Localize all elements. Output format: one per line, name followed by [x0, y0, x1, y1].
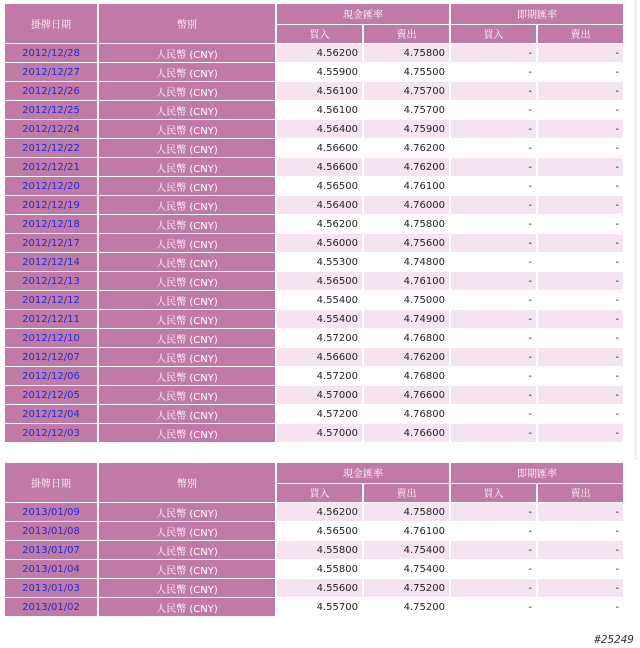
cash-buy-cell: 4.56200 [277, 215, 362, 233]
cash-sell-cell: 4.76200 [364, 139, 449, 157]
header-date: 掛牌日期 [5, 463, 97, 502]
table-row [5, 348, 623, 366]
currency-cell: 人民幣 (CNY) [99, 560, 275, 578]
table-row [5, 329, 623, 347]
currency-cell: 人民幣 (CNY) [99, 101, 275, 119]
date-link[interactable]: 2012/12/06 [22, 370, 80, 382]
table-row [5, 253, 623, 271]
table-row [5, 579, 623, 597]
spot-sell-cell: - [538, 63, 623, 81]
header-spot-sell: 賣出 [538, 25, 623, 44]
date-link[interactable]: 2013/01/07 [22, 544, 80, 556]
cash-buy-cell: 4.55800 [277, 560, 362, 578]
spot-buy-cell: - [451, 101, 536, 119]
spot-sell-cell: - [538, 405, 623, 423]
cash-buy-cell: 4.56200 [277, 503, 362, 521]
currency-cell: 人民幣 (CNY) [99, 196, 275, 214]
date-cell [5, 215, 97, 233]
cash-buy-cell: 4.56600 [277, 158, 362, 176]
date-link[interactable]: 2012/12/22 [22, 142, 80, 154]
header-cash-rate: 現金匯率 [277, 4, 449, 24]
currency-cell: 人民幣 (CNY) [99, 503, 275, 521]
cash-sell-cell: 4.75400 [364, 541, 449, 559]
date-cell [5, 158, 97, 176]
cash-sell-cell: 4.75600 [364, 234, 449, 252]
table-row [5, 405, 623, 423]
header-cash-sell: 賣出 [364, 484, 449, 503]
date-cell [5, 253, 97, 271]
spot-sell-cell: - [538, 367, 623, 385]
date-link[interactable]: 2012/12/27 [22, 66, 80, 78]
cash-sell-cell: 4.75200 [364, 579, 449, 597]
spot-buy-cell: - [451, 253, 536, 271]
page-edge [634, 0, 637, 460]
cash-sell-cell: 4.76800 [364, 329, 449, 347]
header-spot-buy: 買入 [451, 25, 536, 44]
currency-cell: 人民幣 (CNY) [99, 44, 275, 62]
spot-sell-cell: - [538, 598, 623, 616]
table-body [5, 503, 623, 616]
date-cell [5, 329, 97, 347]
currency-cell: 人民幣 (CNY) [99, 310, 275, 328]
date-link[interactable]: 2012/12/10 [22, 332, 80, 344]
date-link[interactable]: 2012/12/24 [22, 123, 80, 135]
cash-sell-cell: 4.76000 [364, 196, 449, 214]
table-row [5, 101, 623, 119]
date-link[interactable]: 2013/01/04 [22, 563, 80, 575]
spot-buy-cell: - [451, 310, 536, 328]
header-cash-sell: 賣出 [364, 25, 449, 44]
date-cell [5, 291, 97, 309]
cash-buy-cell: 4.57200 [277, 405, 362, 423]
spot-sell-cell: - [538, 560, 623, 578]
date-cell [5, 579, 97, 597]
date-cell [5, 522, 97, 540]
spot-buy-cell: - [451, 177, 536, 195]
spot-buy-cell: - [451, 44, 536, 62]
cash-buy-cell: 4.56100 [277, 82, 362, 100]
spot-sell-cell: - [538, 139, 623, 157]
spot-sell-cell: - [538, 272, 623, 290]
header-spot-rate: 即期匯率 [451, 4, 623, 24]
table-row [5, 272, 623, 290]
currency-cell: 人民幣 (CNY) [99, 291, 275, 309]
table-row [5, 177, 623, 195]
spot-sell-cell: - [538, 291, 623, 309]
spot-sell-cell: - [538, 196, 623, 214]
date-link[interactable]: 2012/12/07 [22, 351, 80, 363]
spot-sell-cell: - [538, 348, 623, 366]
spot-buy-cell: - [451, 503, 536, 521]
spot-sell-cell: - [538, 503, 623, 521]
currency-cell: 人民幣 (CNY) [99, 579, 275, 597]
header-currency: 幣別 [99, 463, 275, 502]
date-cell [5, 386, 97, 404]
currency-cell: 人民幣 (CNY) [99, 234, 275, 252]
cash-sell-cell: 4.76100 [364, 522, 449, 540]
date-cell [5, 82, 97, 100]
date-cell [5, 234, 97, 252]
date-link[interactable]: 2013/01/09 [22, 506, 80, 518]
cash-buy-cell: 4.55400 [277, 291, 362, 309]
spot-buy-cell: - [451, 579, 536, 597]
cash-buy-cell: 4.56200 [277, 44, 362, 62]
date-cell [5, 367, 97, 385]
spot-buy-cell: - [451, 82, 536, 100]
currency-cell: 人民幣 (CNY) [99, 215, 275, 233]
table-row [5, 139, 623, 157]
exchange-rate-table-2012-12 [3, 3, 625, 443]
spot-buy-cell: - [451, 598, 536, 616]
cash-sell-cell: 4.76100 [364, 272, 449, 290]
cash-buy-cell: 4.56600 [277, 139, 362, 157]
spot-buy-cell: - [451, 215, 536, 233]
spot-sell-cell: - [538, 329, 623, 347]
table-row [5, 598, 623, 616]
spot-sell-cell: - [538, 522, 623, 540]
cash-buy-cell: 4.56600 [277, 348, 362, 366]
date-link[interactable]: 2013/01/08 [22, 525, 80, 537]
cash-sell-cell: 4.76100 [364, 177, 449, 195]
date-cell [5, 272, 97, 290]
date-link[interactable]: 2012/12/19 [22, 199, 80, 211]
table-row [5, 560, 623, 578]
date-cell [5, 541, 97, 559]
currency-cell: 人民幣 (CNY) [99, 177, 275, 195]
cash-sell-cell: 4.76800 [364, 405, 449, 423]
date-cell [5, 310, 97, 328]
table-row [5, 386, 623, 404]
date-link[interactable]: 2012/12/14 [22, 256, 80, 268]
cash-buy-cell: 4.57200 [277, 367, 362, 385]
cash-sell-cell: 4.75200 [364, 598, 449, 616]
header-cash-rate: 現金匯率 [277, 463, 449, 483]
spot-buy-cell: - [451, 139, 536, 157]
date-cell [5, 560, 97, 578]
currency-cell: 人民幣 (CNY) [99, 82, 275, 100]
spot-buy-cell: - [451, 158, 536, 176]
header-cash-buy: 買入 [277, 484, 362, 503]
currency-cell: 人民幣 (CNY) [99, 253, 275, 271]
cash-sell-cell: 4.76600 [364, 424, 449, 442]
cash-sell-cell: 4.74900 [364, 310, 449, 328]
table-row [5, 63, 623, 81]
date-cell [5, 44, 97, 62]
currency-cell: 人民幣 (CNY) [99, 405, 275, 423]
cash-buy-cell: 4.56000 [277, 234, 362, 252]
cash-buy-cell: 4.56400 [277, 120, 362, 138]
header-spot-buy: 買入 [451, 484, 536, 503]
spot-buy-cell: - [451, 386, 536, 404]
cash-sell-cell: 4.75800 [364, 215, 449, 233]
currency-cell: 人民幣 (CNY) [99, 424, 275, 442]
cash-sell-cell: 4.76200 [364, 158, 449, 176]
spot-sell-cell: - [538, 253, 623, 271]
date-link[interactable]: 2012/12/25 [22, 104, 80, 116]
currency-cell: 人民幣 (CNY) [99, 522, 275, 540]
spot-buy-cell: - [451, 63, 536, 81]
table-row [5, 234, 623, 252]
header-date: 掛牌日期 [5, 4, 97, 43]
cash-buy-cell: 4.55700 [277, 598, 362, 616]
table-body [5, 44, 623, 442]
cash-sell-cell: 4.76800 [364, 367, 449, 385]
header-cash-buy: 買入 [277, 25, 362, 44]
date-cell [5, 598, 97, 616]
cash-buy-cell: 4.56400 [277, 196, 362, 214]
date-link[interactable]: 2012/12/20 [22, 180, 80, 192]
date-cell [5, 177, 97, 195]
spot-buy-cell: - [451, 424, 536, 442]
date-cell [5, 348, 97, 366]
table-row [5, 424, 623, 442]
cash-buy-cell: 4.56500 [277, 522, 362, 540]
spot-sell-cell: - [538, 424, 623, 442]
currency-cell: 人民幣 (CNY) [99, 386, 275, 404]
table-row [5, 215, 623, 233]
table-row [5, 503, 623, 521]
date-link[interactable]: 2012/12/12 [22, 294, 80, 306]
spot-sell-cell: - [538, 82, 623, 100]
spot-buy-cell: - [451, 541, 536, 559]
table-row [5, 158, 623, 176]
currency-cell: 人民幣 (CNY) [99, 139, 275, 157]
date-cell [5, 101, 97, 119]
date-cell [5, 196, 97, 214]
spot-buy-cell: - [451, 234, 536, 252]
spot-buy-cell: - [451, 367, 536, 385]
cash-sell-cell: 4.75400 [364, 560, 449, 578]
date-link[interactable]: 2012/12/11 [22, 313, 80, 325]
date-link[interactable]: 2012/12/21 [22, 161, 80, 173]
spot-buy-cell: - [451, 405, 536, 423]
cash-buy-cell: 4.57200 [277, 329, 362, 347]
currency-cell: 人民幣 (CNY) [99, 329, 275, 347]
cash-buy-cell: 4.56100 [277, 101, 362, 119]
cash-sell-cell: 4.75800 [364, 503, 449, 521]
date-cell [5, 503, 97, 521]
cash-sell-cell: 4.75500 [364, 63, 449, 81]
spot-buy-cell: - [451, 522, 536, 540]
date-link[interactable]: 2012/12/26 [22, 85, 80, 97]
spot-sell-cell: - [538, 215, 623, 233]
date-link[interactable]: 2012/12/13 [22, 275, 80, 287]
spot-sell-cell: - [538, 101, 623, 119]
currency-cell: 人民幣 (CNY) [99, 63, 275, 81]
table-row [5, 522, 623, 540]
spot-buy-cell: - [451, 348, 536, 366]
table-divider [0, 455, 636, 457]
cash-sell-cell: 4.75000 [364, 291, 449, 309]
currency-cell: 人民幣 (CNY) [99, 348, 275, 366]
date-cell [5, 139, 97, 157]
cash-sell-cell: 4.75900 [364, 120, 449, 138]
cash-buy-cell: 4.55600 [277, 579, 362, 597]
header-currency: 幣別 [99, 4, 275, 43]
header-spot-rate: 即期匯率 [451, 463, 623, 483]
table-row [5, 120, 623, 138]
spot-sell-cell: - [538, 158, 623, 176]
table-row [5, 44, 623, 62]
spot-sell-cell: - [538, 310, 623, 328]
date-cell [5, 405, 97, 423]
table-row [5, 367, 623, 385]
cash-sell-cell: 4.75700 [364, 82, 449, 100]
date-cell [5, 424, 97, 442]
currency-cell: 人民幣 (CNY) [99, 120, 275, 138]
table-row [5, 196, 623, 214]
cash-sell-cell: 4.74800 [364, 253, 449, 271]
table-row [5, 541, 623, 559]
spot-sell-cell: - [538, 44, 623, 62]
spot-sell-cell: - [538, 386, 623, 404]
cash-sell-cell: 4.76200 [364, 348, 449, 366]
date-link[interactable]: 2013/01/03 [22, 582, 80, 594]
date-link[interactable]: 2012/12/04 [22, 408, 80, 420]
date-link[interactable]: 2013/01/02 [22, 601, 80, 613]
currency-cell: 人民幣 (CNY) [99, 598, 275, 616]
date-link[interactable]: 2012/12/28 [22, 47, 80, 59]
spot-buy-cell: - [451, 560, 536, 578]
exchange-rate-table-2013-01 [3, 462, 625, 617]
spot-sell-cell: - [538, 234, 623, 252]
currency-cell: 人民幣 (CNY) [99, 272, 275, 290]
cash-sell-cell: 4.75800 [364, 44, 449, 62]
spot-buy-cell: - [451, 329, 536, 347]
cash-buy-cell: 4.55900 [277, 63, 362, 81]
cash-buy-cell: 4.57000 [277, 424, 362, 442]
spot-buy-cell: - [451, 291, 536, 309]
date-link[interactable]: 2012/12/18 [22, 218, 80, 230]
spot-sell-cell: - [538, 120, 623, 138]
cash-sell-cell: 4.75700 [364, 101, 449, 119]
currency-cell: 人民幣 (CNY) [99, 158, 275, 176]
cash-buy-cell: 4.56500 [277, 272, 362, 290]
spot-sell-cell: - [538, 541, 623, 559]
cash-sell-cell: 4.76600 [364, 386, 449, 404]
table-row [5, 291, 623, 309]
cash-buy-cell: 4.56500 [277, 177, 362, 195]
spot-buy-cell: - [451, 272, 536, 290]
currency-cell: 人民幣 (CNY) [99, 541, 275, 559]
cash-buy-cell: 4.55400 [277, 310, 362, 328]
date-link[interactable]: 2012/12/05 [22, 389, 80, 401]
watermark-id: #25249 [594, 633, 634, 646]
spot-buy-cell: - [451, 196, 536, 214]
date-link[interactable]: 2012/12/17 [22, 237, 80, 249]
table-row [5, 310, 623, 328]
table-row [5, 82, 623, 100]
cash-buy-cell: 4.55300 [277, 253, 362, 271]
header-spot-sell: 賣出 [538, 484, 623, 503]
date-cell [5, 63, 97, 81]
spot-sell-cell: - [538, 177, 623, 195]
date-cell [5, 120, 97, 138]
spot-buy-cell: - [451, 120, 536, 138]
cash-buy-cell: 4.57000 [277, 386, 362, 404]
currency-cell: 人民幣 (CNY) [99, 367, 275, 385]
spot-sell-cell: - [538, 579, 623, 597]
cash-buy-cell: 4.55800 [277, 541, 362, 559]
date-link[interactable]: 2012/12/03 [22, 427, 80, 439]
